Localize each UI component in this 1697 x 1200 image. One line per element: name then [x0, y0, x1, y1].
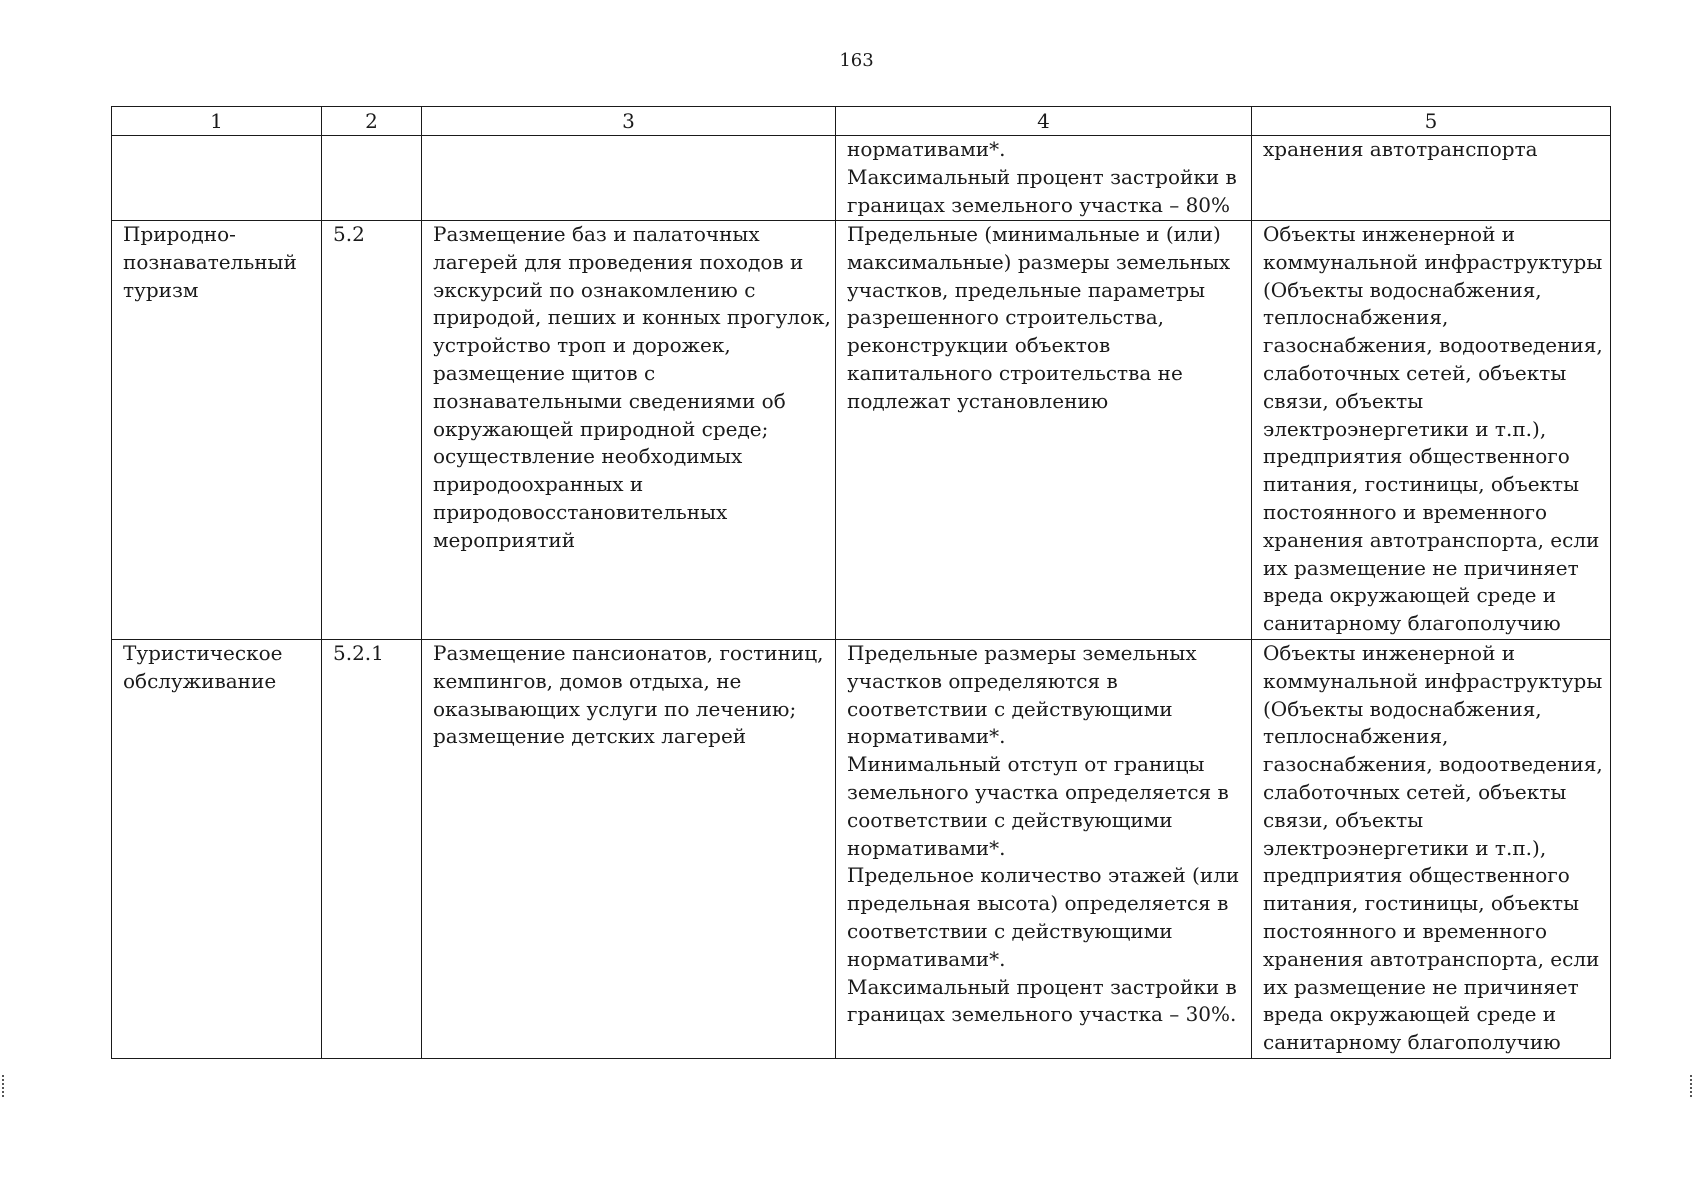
- cell-text-line: слаботочных сетей, объекты: [1263, 779, 1567, 804]
- header-col-1: 1: [112, 107, 322, 136]
- cell-text-line: предельная высота) определяется в: [847, 891, 1229, 916]
- cell-description: [422, 221, 836, 640]
- cell-text-line: постоянного и временного: [1263, 918, 1548, 943]
- cell-use-type: [112, 136, 322, 221]
- cell-text-line: питания, гостиницы, объекты: [1263, 472, 1580, 497]
- cell-text-line: электроэнергетики и т.п.),: [1263, 835, 1547, 860]
- header-col-4: 4: [836, 107, 1252, 136]
- cell-text-line: устройство троп и дорожек,: [433, 333, 731, 358]
- cell-text-line: кемпингов, домов отдыха, не: [433, 668, 742, 693]
- header-col-5: 5: [1252, 107, 1611, 136]
- cell-text-line: участков определяются в: [847, 668, 1118, 693]
- cell-text-line: нормативами*.: [847, 835, 1006, 860]
- cell-text-line: участков, предельные параметры: [847, 277, 1206, 302]
- cell-text-line: познавательный: [123, 249, 297, 274]
- cell-text-line: газоснабжения, водоотведения,: [1263, 333, 1603, 358]
- header-col-2: 2: [322, 107, 422, 136]
- cell-text-line: санитарному благополучию: [1263, 1030, 1561, 1055]
- cell-text-line: связи, объекты: [1263, 807, 1424, 832]
- cell-text-line: экскурсий по ознакомлению с: [433, 277, 756, 302]
- cell-text-line: Максимальный процент застройки в: [847, 974, 1237, 999]
- cell-text-line: Туристическое: [123, 641, 283, 665]
- cell-text-line: размещение щитов с: [433, 360, 656, 385]
- cell-text-line: земельного участка определяется в: [847, 779, 1229, 804]
- cell-text-line: туризм: [123, 277, 199, 302]
- cell-text-line: соответствии с действующими: [847, 918, 1173, 943]
- cell-text-line: газоснабжения, водоотведения,: [1263, 752, 1603, 777]
- cell-text-line: Предельное количество этажей (или: [847, 863, 1240, 888]
- cell-text-line: электроэнергетики и т.п.),: [1263, 416, 1547, 441]
- cell-auxiliary-uses: [1252, 640, 1611, 1059]
- cell-auxiliary-uses: [1252, 221, 1611, 640]
- cell-text-line: теплоснабжения,: [1263, 305, 1449, 330]
- cell-text-line: Максимальный процент застройки в: [847, 164, 1237, 189]
- cell-text-line: предприятия общественного: [1263, 863, 1570, 888]
- cell-text-line: Объекты инженерной и: [1263, 641, 1516, 665]
- cell-text-line: природовосстановительных: [433, 499, 728, 524]
- table-row: [112, 221, 1611, 640]
- cell-text-line: Предельные (минимальные и (или): [847, 222, 1221, 246]
- cell-parameters: [836, 640, 1252, 1059]
- cell-text-line: осуществление необходимых: [433, 444, 743, 469]
- cell-text-line: вреда окружающей среде и: [1263, 1002, 1557, 1027]
- page-number: 163: [839, 50, 874, 71]
- cell-code: [322, 221, 422, 640]
- cell-text-line: санитарному благополучию: [1263, 611, 1561, 636]
- cell-description: [422, 136, 836, 221]
- scan-artifact-right: [1690, 1075, 1694, 1097]
- cell-text-line: Объекты инженерной и: [1263, 222, 1516, 246]
- table-row: [112, 136, 1611, 221]
- cell-text-line: 5.2.1: [333, 641, 384, 665]
- table-row: [112, 640, 1611, 1059]
- cell-text-line: вреда окружающей среде и: [1263, 583, 1557, 608]
- cell-text-line: (Объекты водоснабжения,: [1263, 277, 1542, 302]
- cell-text-line: природоохранных и: [433, 472, 644, 497]
- cell-text-line: слаботочных сетей, объекты: [1263, 360, 1567, 385]
- cell-text-line: постоянного и временного: [1263, 499, 1548, 524]
- cell-text-line: максимальные) размеры земельных: [847, 249, 1231, 274]
- cell-text-line: оказывающих услуги по лечению;: [433, 696, 797, 721]
- cell-text-line: границах земельного участка – 80%: [847, 192, 1231, 217]
- cell-text-line: предприятия общественного: [1263, 444, 1570, 469]
- cell-text-line: коммунальной инфраструктуры: [1263, 668, 1603, 693]
- cell-text-line: их размещение не причиняет: [1263, 555, 1579, 580]
- cell-text-line: лагерей для проведения походов и: [433, 249, 804, 274]
- cell-text-line: соответствии с действующими: [847, 696, 1173, 721]
- regulations-table: [111, 106, 1611, 1059]
- cell-text-line: теплоснабжения,: [1263, 724, 1449, 749]
- cell-text-line: природой, пеших и конных прогулок,: [433, 305, 831, 330]
- cell-auxiliary-uses: [1252, 136, 1611, 221]
- header-col-3: 3: [422, 107, 836, 136]
- cell-text-line: реконструкции объектов: [847, 333, 1111, 358]
- cell-text-line: соответствии с действующими: [847, 807, 1173, 832]
- cell-text-line: Природно-: [123, 222, 236, 246]
- cell-text-line: размещение детских лагерей: [433, 724, 747, 749]
- cell-text-line: обслуживание: [123, 668, 277, 693]
- cell-text-line: разрешенного строительства,: [847, 305, 1165, 330]
- cell-text-line: Размещение пансионатов, гостиниц,: [433, 641, 824, 665]
- cell-text-line: 5.2: [333, 222, 365, 246]
- scan-artifact-left: [2, 1075, 6, 1097]
- cell-text-line: хранения автотранспорта, если: [1263, 527, 1600, 552]
- cell-text-line: их размещение не причиняет: [1263, 974, 1579, 999]
- cell-text-line: подлежат установлению: [847, 388, 1109, 413]
- cell-text-line: окружающей природной среде;: [433, 416, 769, 441]
- cell-parameters: [836, 221, 1252, 640]
- cell-text-line: Предельные размеры земельных: [847, 641, 1197, 665]
- cell-text-line: нормативами*.: [847, 137, 1006, 161]
- cell-text-line: познавательными сведениями об: [433, 388, 786, 413]
- cell-use-type: [112, 640, 322, 1059]
- cell-text-line: нормативами*.: [847, 946, 1006, 971]
- cell-text-line: питания, гостиницы, объекты: [1263, 891, 1580, 916]
- cell-text-line: нормативами*.: [847, 724, 1006, 749]
- cell-description: [422, 640, 836, 1059]
- cell-text-line: Минимальный отступ от границы: [847, 752, 1205, 777]
- cell-text-line: Размещение баз и палаточных: [433, 222, 760, 246]
- cell-use-type: [112, 221, 322, 640]
- cell-text-line: мероприятий: [433, 527, 576, 552]
- cell-text-line: (Объекты водоснабжения,: [1263, 696, 1542, 721]
- cell-code: [322, 136, 422, 221]
- cell-text-line: капитального строительства не: [847, 360, 1183, 385]
- cell-text-line: хранения автотранспорта, если: [1263, 946, 1600, 971]
- table-header-row: [112, 107, 1611, 136]
- cell-parameters: [836, 136, 1252, 221]
- cell-text-line: хранения автотранспорта: [1263, 137, 1538, 161]
- cell-text-line: связи, объекты: [1263, 388, 1424, 413]
- cell-text-line: границах земельного участка – 30%.: [847, 1002, 1237, 1027]
- cell-code: [322, 640, 422, 1059]
- cell-text-line: коммунальной инфраструктуры: [1263, 249, 1603, 274]
